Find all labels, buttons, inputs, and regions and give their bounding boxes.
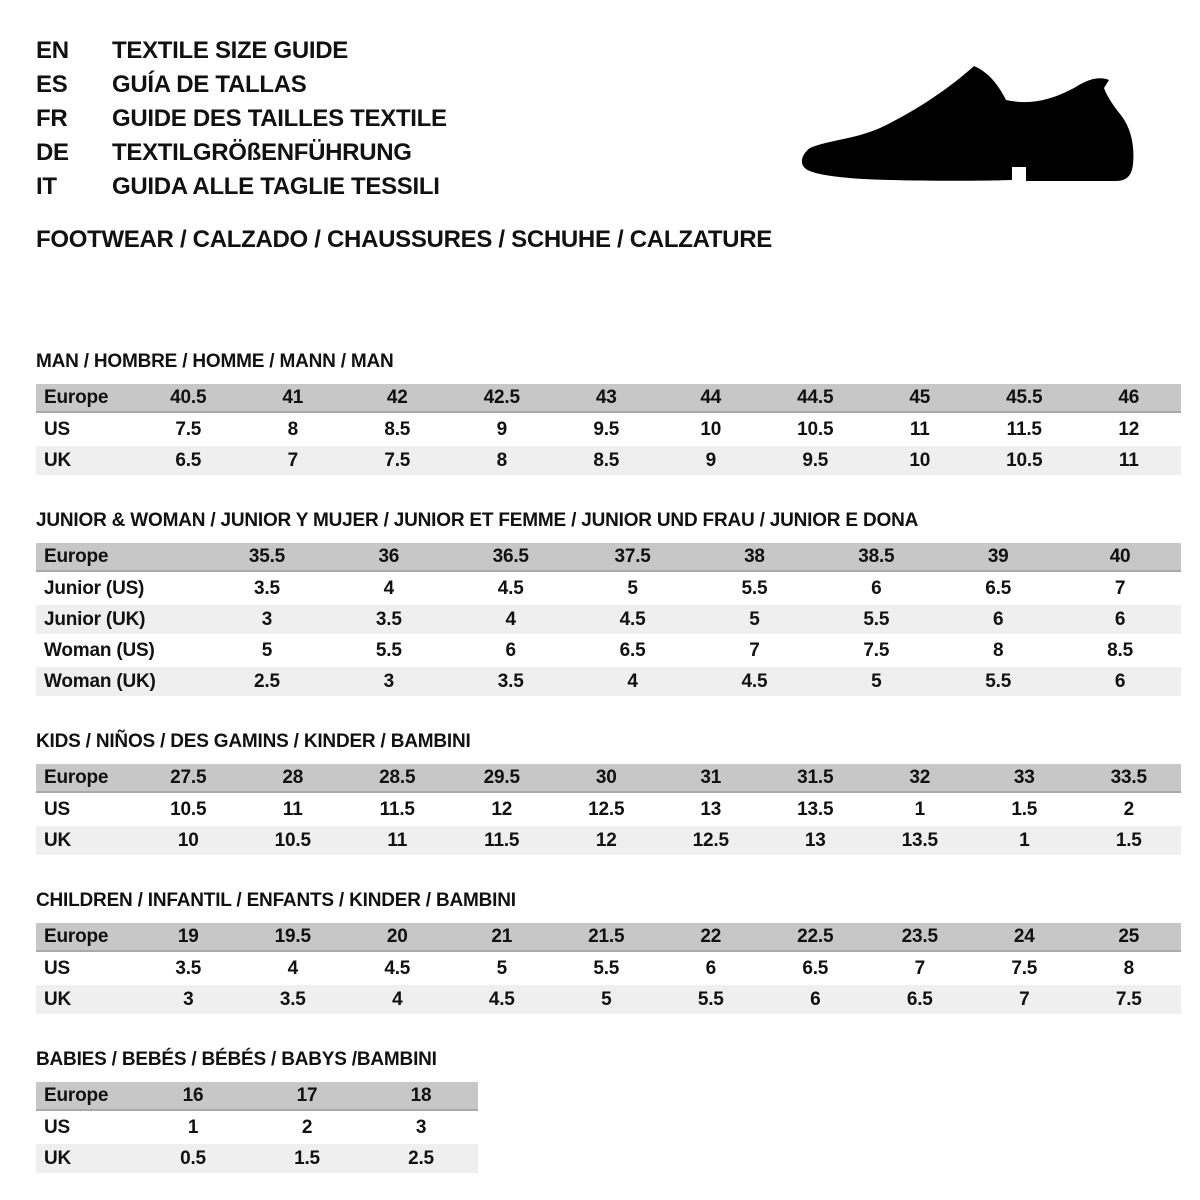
row-label: Europe bbox=[36, 1082, 136, 1111]
size-value: 8.5 bbox=[1059, 636, 1181, 665]
size-value: 25 bbox=[1077, 923, 1182, 952]
size-value: 3 bbox=[364, 1113, 478, 1142]
section-babies bbox=[36, 1050, 1180, 1175]
size-value: 22.5 bbox=[763, 923, 868, 952]
size-value: 10.5 bbox=[763, 415, 868, 444]
table-row bbox=[36, 954, 1181, 983]
category-title: FOOTWEAR / CALZADO / CHAUSSURES / SCHUHE / CALZATURE bbox=[36, 226, 772, 253]
size-value: 4.5 bbox=[450, 985, 555, 1014]
size-value: 31 bbox=[659, 764, 764, 793]
row-label: US bbox=[36, 415, 136, 444]
size-value: 6 bbox=[1059, 605, 1181, 634]
size-value: 29.5 bbox=[450, 764, 555, 793]
table-row bbox=[36, 985, 1181, 1014]
size-value: 10.5 bbox=[972, 446, 1077, 475]
size-value: 2.5 bbox=[364, 1144, 478, 1173]
size-value: 5 bbox=[694, 605, 816, 634]
size-value: 4 bbox=[572, 667, 694, 696]
size-value: 4 bbox=[328, 574, 450, 603]
section-children bbox=[36, 891, 1180, 1016]
size-value: 3 bbox=[328, 667, 450, 696]
size-value: 11.5 bbox=[345, 795, 450, 824]
size-value: 7 bbox=[241, 446, 346, 475]
size-value: 4.5 bbox=[345, 954, 450, 983]
table-row bbox=[36, 764, 1181, 793]
size-value: 2.5 bbox=[206, 667, 328, 696]
size-value: 27.5 bbox=[136, 764, 241, 793]
size-value: 3.5 bbox=[206, 574, 328, 603]
size-value: 2 bbox=[1077, 795, 1182, 824]
language-label: TEXTILGRÖßENFÜHRUNG bbox=[112, 139, 412, 166]
size-value: 21.5 bbox=[554, 923, 659, 952]
size-value: 6.5 bbox=[136, 446, 241, 475]
section-kids bbox=[36, 732, 1180, 857]
size-value: 7.5 bbox=[345, 446, 450, 475]
size-value: 1.5 bbox=[250, 1144, 364, 1173]
size-value: 7 bbox=[972, 985, 1077, 1014]
table-row bbox=[36, 667, 1181, 696]
size-value: 4.5 bbox=[572, 605, 694, 634]
size-value: 10.5 bbox=[241, 826, 346, 855]
header bbox=[36, 34, 1180, 252]
size-value: 5.5 bbox=[815, 605, 937, 634]
size-value: 35.5 bbox=[206, 543, 328, 572]
size-value: 5 bbox=[206, 636, 328, 665]
row-label: US bbox=[36, 795, 136, 824]
size-value: 6.5 bbox=[937, 574, 1059, 603]
size-value: 2 bbox=[250, 1113, 364, 1142]
language-label: TEXTILE SIZE GUIDE bbox=[112, 37, 348, 64]
size-value: 8.5 bbox=[554, 446, 659, 475]
table-row bbox=[36, 574, 1181, 603]
row-label: Europe bbox=[36, 384, 136, 413]
size-value: 13 bbox=[763, 826, 868, 855]
table-row bbox=[36, 1113, 478, 1142]
size-value: 30 bbox=[554, 764, 659, 793]
size-value: 3.5 bbox=[328, 605, 450, 634]
size-value: 6 bbox=[450, 636, 572, 665]
size-table-children bbox=[36, 921, 1181, 1016]
size-value: 11 bbox=[868, 415, 973, 444]
size-value: 9.5 bbox=[763, 446, 868, 475]
size-value: 6 bbox=[659, 954, 764, 983]
size-value: 4 bbox=[345, 985, 450, 1014]
size-value: 5 bbox=[554, 985, 659, 1014]
language-code: DE bbox=[36, 139, 69, 166]
size-value: 11.5 bbox=[972, 415, 1077, 444]
size-value: 32 bbox=[868, 764, 973, 793]
size-value: 45.5 bbox=[972, 384, 1077, 413]
size-table-man bbox=[36, 382, 1181, 477]
table-row bbox=[36, 923, 1181, 952]
size-value: 13.5 bbox=[763, 795, 868, 824]
size-value: 22 bbox=[659, 923, 764, 952]
size-value: 33.5 bbox=[1077, 764, 1182, 793]
size-value: 42 bbox=[345, 384, 450, 413]
table-row bbox=[36, 543, 1181, 572]
section-title: KIDS / NIÑOS / DES GAMINS / KINDER / BAMBINI bbox=[36, 731, 471, 752]
language-code: ES bbox=[36, 71, 68, 98]
section-title: BABIES / BEBÉS / BÉBÉS / BABYS /BAMBINI bbox=[36, 1049, 437, 1070]
size-value: 12 bbox=[450, 795, 555, 824]
section-man bbox=[36, 352, 1180, 477]
row-label: Europe bbox=[36, 543, 206, 572]
section-title: CHILDREN / INFANTIL / ENFANTS / KINDER / BAMBINI bbox=[36, 890, 516, 911]
table-row bbox=[36, 605, 1181, 634]
size-value: 13 bbox=[659, 795, 764, 824]
table-row bbox=[36, 636, 1181, 665]
size-value: 21 bbox=[450, 923, 555, 952]
size-value: 11 bbox=[345, 826, 450, 855]
size-value: 7 bbox=[868, 954, 973, 983]
size-value: 3.5 bbox=[136, 954, 241, 983]
row-label: Europe bbox=[36, 923, 136, 952]
size-value: 6.5 bbox=[763, 954, 868, 983]
size-value: 18 bbox=[364, 1082, 478, 1111]
size-value: 8 bbox=[937, 636, 1059, 665]
size-value: 19.5 bbox=[241, 923, 346, 952]
size-value: 5 bbox=[815, 667, 937, 696]
language-label: GUIDA ALLE TAGLIE TESSILI bbox=[112, 173, 440, 200]
size-value: 0.5 bbox=[136, 1144, 250, 1173]
size-value: 11 bbox=[241, 795, 346, 824]
size-value: 5 bbox=[450, 954, 555, 983]
size-value: 39 bbox=[937, 543, 1059, 572]
size-value: 4.5 bbox=[450, 574, 572, 603]
size-value: 3 bbox=[136, 985, 241, 1014]
size-value: 36 bbox=[328, 543, 450, 572]
size-value: 12.5 bbox=[659, 826, 764, 855]
size-value: 13.5 bbox=[868, 826, 973, 855]
size-value: 31.5 bbox=[763, 764, 868, 793]
size-value: 1.5 bbox=[1077, 826, 1182, 855]
size-table-kids bbox=[36, 762, 1181, 857]
size-value: 9 bbox=[450, 415, 555, 444]
section-title: MAN / HOMBRE / HOMME / MANN / MAN bbox=[36, 351, 394, 372]
size-value: 1 bbox=[972, 826, 1077, 855]
size-value: 44.5 bbox=[763, 384, 868, 413]
section-title: JUNIOR & WOMAN / JUNIOR Y MUJER / JUNIOR ET FEMME / JUNIOR UND FRAU / JUNIOR E DONA bbox=[36, 510, 919, 531]
size-value: 5 bbox=[572, 574, 694, 603]
size-value: 5.5 bbox=[694, 574, 816, 603]
size-value: 43 bbox=[554, 384, 659, 413]
size-value: 40.5 bbox=[136, 384, 241, 413]
row-label: Junior (UK) bbox=[36, 605, 206, 634]
size-value: 20 bbox=[345, 923, 450, 952]
size-table-junior-woman bbox=[36, 541, 1181, 698]
row-label: UK bbox=[36, 985, 136, 1014]
table-row bbox=[36, 446, 1181, 475]
row-label: UK bbox=[36, 446, 136, 475]
size-value: 8.5 bbox=[345, 415, 450, 444]
size-value: 41 bbox=[241, 384, 346, 413]
table-row bbox=[36, 1082, 478, 1111]
row-label: Woman (UK) bbox=[36, 667, 206, 696]
size-value: 10 bbox=[868, 446, 973, 475]
size-value: 8 bbox=[241, 415, 346, 444]
size-value: 16 bbox=[136, 1082, 250, 1111]
size-value: 3 bbox=[206, 605, 328, 634]
section-junior-woman bbox=[36, 511, 1180, 698]
size-value: 12 bbox=[1077, 415, 1182, 444]
size-value: 23.5 bbox=[868, 923, 973, 952]
size-value: 19 bbox=[136, 923, 241, 952]
size-value: 6 bbox=[1059, 667, 1181, 696]
size-value: 28.5 bbox=[345, 764, 450, 793]
table-row bbox=[36, 826, 1181, 855]
size-value: 1 bbox=[868, 795, 973, 824]
row-label: UK bbox=[36, 1144, 136, 1173]
size-value: 9.5 bbox=[554, 415, 659, 444]
size-value: 12.5 bbox=[554, 795, 659, 824]
size-value: 5.5 bbox=[659, 985, 764, 1014]
language-code: EN bbox=[36, 37, 69, 64]
row-label: Woman (US) bbox=[36, 636, 206, 665]
size-value: 8 bbox=[1077, 954, 1182, 983]
size-value: 1.5 bbox=[972, 795, 1077, 824]
dress-shoe-icon bbox=[800, 60, 1145, 190]
size-value: 7.5 bbox=[1077, 985, 1182, 1014]
size-value: 28 bbox=[241, 764, 346, 793]
size-value: 7.5 bbox=[136, 415, 241, 444]
language-code: IT bbox=[36, 173, 57, 200]
size-value: 11 bbox=[1077, 446, 1182, 475]
size-value: 11.5 bbox=[450, 826, 555, 855]
size-value: 17 bbox=[250, 1082, 364, 1111]
size-value: 5.5 bbox=[328, 636, 450, 665]
size-value: 38 bbox=[694, 543, 816, 572]
row-label: US bbox=[36, 1113, 136, 1142]
size-value: 7.5 bbox=[815, 636, 937, 665]
size-value: 8 bbox=[450, 446, 555, 475]
size-value: 24 bbox=[972, 923, 1077, 952]
language-label: GUIDE DES TAILLES TEXTILE bbox=[112, 105, 447, 132]
language-code: FR bbox=[36, 105, 68, 132]
size-value: 6 bbox=[815, 574, 937, 603]
table-row bbox=[36, 415, 1181, 444]
size-value: 10 bbox=[659, 415, 764, 444]
size-value: 6 bbox=[763, 985, 868, 1014]
size-value: 7 bbox=[1059, 574, 1181, 603]
language-label: GUÍA DE TALLAS bbox=[112, 71, 307, 98]
size-value: 6.5 bbox=[868, 985, 973, 1014]
row-label: UK bbox=[36, 826, 136, 855]
size-value: 46 bbox=[1077, 384, 1182, 413]
size-value: 10 bbox=[136, 826, 241, 855]
size-value: 38.5 bbox=[815, 543, 937, 572]
size-value: 7.5 bbox=[972, 954, 1077, 983]
size-value: 3.5 bbox=[241, 985, 346, 1014]
size-value: 12 bbox=[554, 826, 659, 855]
row-label: Europe bbox=[36, 764, 136, 793]
size-value: 9 bbox=[659, 446, 764, 475]
size-value: 44 bbox=[659, 384, 764, 413]
size-value: 10.5 bbox=[136, 795, 241, 824]
row-label: Junior (US) bbox=[36, 574, 206, 603]
size-value: 4.5 bbox=[694, 667, 816, 696]
size-value: 6 bbox=[937, 605, 1059, 634]
size-value: 4 bbox=[241, 954, 346, 983]
size-value: 5.5 bbox=[554, 954, 659, 983]
size-value: 6.5 bbox=[572, 636, 694, 665]
size-value: 33 bbox=[972, 764, 1077, 793]
size-value: 1 bbox=[136, 1113, 250, 1142]
size-value: 42.5 bbox=[450, 384, 555, 413]
size-value: 40 bbox=[1059, 543, 1181, 572]
size-value: 37.5 bbox=[572, 543, 694, 572]
size-value: 4 bbox=[450, 605, 572, 634]
table-row bbox=[36, 1144, 478, 1173]
size-value: 3.5 bbox=[450, 667, 572, 696]
row-label: US bbox=[36, 954, 136, 983]
size-value: 45 bbox=[868, 384, 973, 413]
size-value: 5.5 bbox=[937, 667, 1059, 696]
table-row bbox=[36, 384, 1181, 413]
size-table-babies bbox=[36, 1080, 478, 1175]
size-value: 36.5 bbox=[450, 543, 572, 572]
size-value: 7 bbox=[694, 636, 816, 665]
table-row bbox=[36, 795, 1181, 824]
